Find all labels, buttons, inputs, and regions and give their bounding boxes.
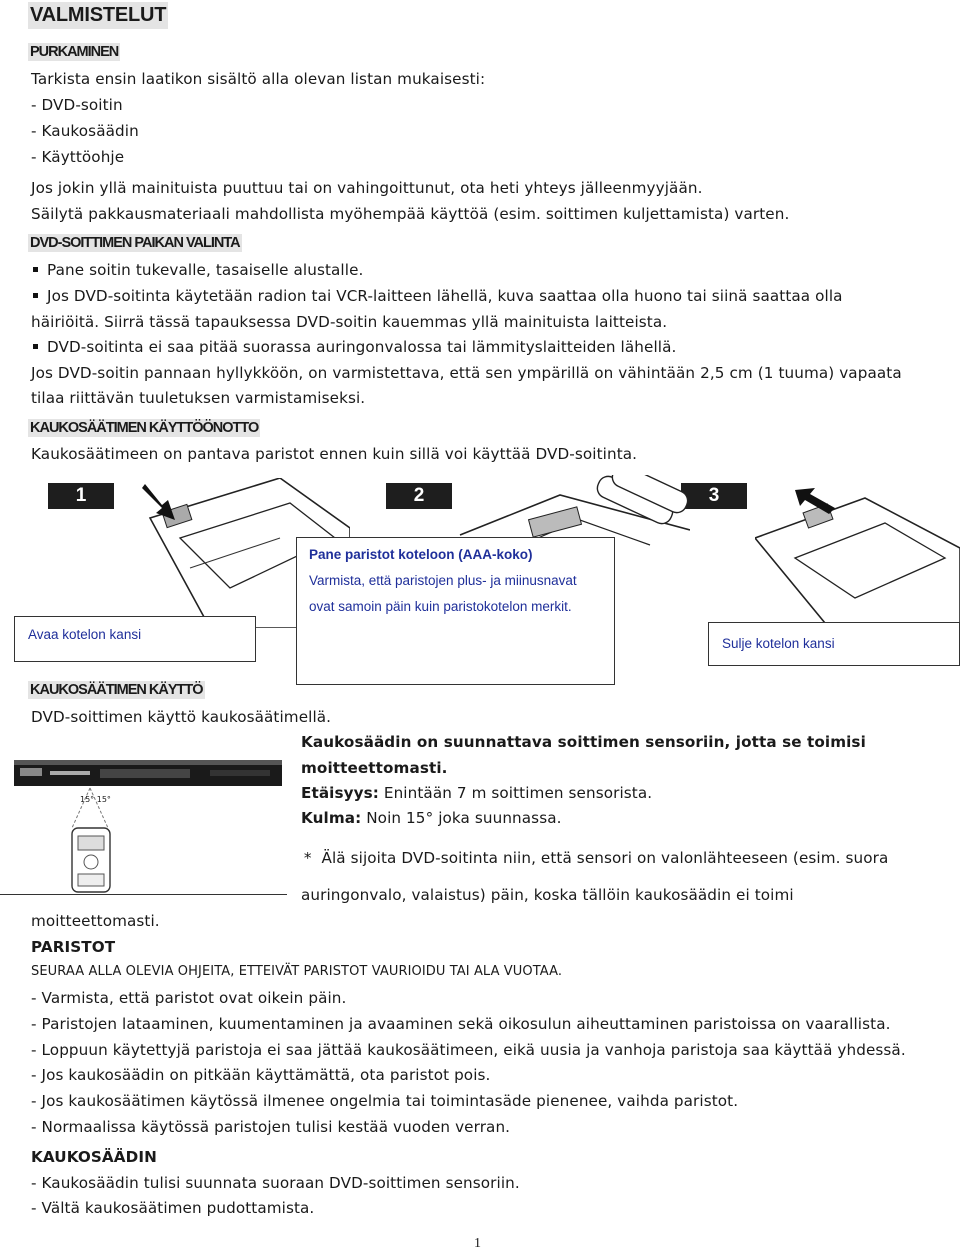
step-1-badge: 1	[48, 483, 114, 509]
dvd-remote-illustration	[10, 738, 290, 898]
list-item: Jos DVD-soitinta käytetään radion tai VCR-laitteen lähellä, kuva saattaa olla huono tai siinä saattaa olla	[33, 287, 843, 305]
list-item: - Jos kaukosäädin on pitkään käyttämättä, ota paristot pois.	[31, 1066, 491, 1084]
callout-insert-batteries	[296, 537, 615, 685]
aim-instruction: Kaukosäädin on suunnattava soittimen sensoriin, jotta se toimisi	[301, 733, 866, 751]
batteries-warning-caps: SEURAA ALLA OLEVIA OHJEITA, ETTEIVÄT PARISTOT VAURIOIDU TAI ALA VUOTAA.	[31, 964, 563, 979]
placement-heading: DVD-SOITTIMEN PAIKAN VALINTA	[30, 235, 240, 251]
placement-paragraph: Jos DVD-soitin pannaan hyllykköön, on varmistettava, että sen ympärillä on vähintään 2,5 cm (1 tuuma) vapaata	[31, 364, 902, 382]
list-item: - Kaukosäädin tulisi suunnata suoraan DVD-soittimen sensoriin.	[31, 1174, 520, 1192]
list-item: - Loppuun käytettyjä paristoja ei saa jättää kaukosäätimeen, eikä uusia ja vanhoja paristoja saa käyttää yhdessä.	[31, 1041, 906, 1059]
unpacking-heading: PURKAMINEN	[30, 44, 119, 60]
callout-open-text: Avaa kotelon kansi	[28, 627, 142, 642]
callout-insert-title: Pane paristot koteloon (AAA-koko)	[309, 547, 533, 562]
list-item: DVD-soitinta ei saa pitää suorassa auringonvalossa tai lämmityslaitteiden lähellä.	[33, 338, 676, 356]
unpacking-intro: Tarkista ensin laatikon sisältö alla olevan listan mukaisesti:	[31, 70, 486, 88]
batteries-heading: PARISTOT	[31, 938, 116, 956]
remote-setup-heading: KAUKOSÄÄTIMEN KÄYTTÖÖNOTTO	[30, 420, 259, 436]
unpacking-note: Säilytä pakkausmateriaali mahdollista myöhempää käyttöä (esim. soittimen kuljettamista) varten.	[31, 205, 790, 223]
callout-close-text: Sulje kotelon kansi	[722, 636, 835, 651]
unpacking-note: Jos jokin yllä mainituista puuttuu tai on vahingoittunut, ota heti yhteys jälleenmyyjään.	[31, 179, 703, 197]
step-2-badge: 2	[386, 483, 452, 509]
remote-setup-text: Kaukosäätimeen on pantava paristot ennen kuin sillä voi käyttää DVD-soitinta.	[31, 445, 638, 463]
warning-line: moitteettomasti.	[31, 912, 160, 930]
list-item-continuation: häiriöitä. Siirrä tässä tapauksessa DVD-soitin kauemmas yllä mainituista laitteista.	[31, 313, 668, 331]
step-3-badge: 3	[681, 483, 747, 509]
callout-insert-line: Varmista, että paristojen plus- ja miinusnavat	[309, 573, 577, 588]
distance-value: Enintään 7 m soittimen sensorista.	[383, 784, 653, 802]
list-item: - Paristojen lataaminen, kuumentaminen ja avaaminen sekä oikosulun aiheuttaminen paristoissa on vaarallista.	[31, 1015, 891, 1033]
callout-close-cover	[708, 622, 960, 666]
aim-instruction: moitteettomasti.	[301, 759, 448, 777]
divider-line	[0, 894, 287, 895]
placement-paragraph: tilaa riittävän tuuletuksen varmistamiseksi.	[31, 389, 366, 407]
remote-use-text: DVD-soittimen käyttö kaukosäätimellä.	[31, 708, 332, 726]
list-item: Pane soitin tukevalle, tasaiselle alustalle.	[33, 261, 363, 279]
list-item: - Varmista, että paristot ovat oikein päin.	[31, 989, 347, 1007]
list-item: - Kaukosäädin	[31, 122, 139, 140]
angle-marks: 15° 15°	[80, 795, 111, 804]
list-item: - Jos kaukosäätimen käytössä ilmenee ongelmia tai toimintasäde pienenee, vaihda paristot.	[31, 1092, 739, 1110]
list-item: - Normaalissa käytössä paristojen tulisi kestää vuoden verran.	[31, 1118, 511, 1136]
page-title: VALMISTELUT	[28, 2, 168, 29]
remote-heading: KAUKOSÄÄDIN	[31, 1148, 157, 1166]
close-cover-illustration	[755, 478, 960, 623]
warning-line: auringonvalo, valaistus) päin, koska tällöin kaukosäädin ei toimi	[301, 886, 794, 904]
list-item: - Vältä kaukosäätimen pudottamista.	[31, 1199, 315, 1217]
remote-use-heading: KAUKOSÄÄTIMEN KÄYTTÖ	[30, 682, 203, 698]
warning-line: * Älä sijoita DVD-soitinta niin, että sensori on valonlähteeseen (esim. suora	[299, 849, 889, 867]
angle-line	[301, 809, 562, 827]
distance-label: Etäisyys:	[301, 784, 379, 802]
list-item: - DVD-soitin	[31, 96, 123, 114]
callout-insert-line: ovat samoin päin kuin paristokotelon merkit.	[309, 599, 572, 614]
page-number: 1	[474, 1236, 481, 1251]
angle-value: Noin 15° joka suunnassa.	[366, 809, 562, 827]
callout-open-cover	[14, 616, 256, 662]
list-item: - Käyttöohje	[31, 148, 125, 166]
angle-label: Kulma:	[301, 809, 362, 827]
distance-line	[301, 784, 652, 802]
